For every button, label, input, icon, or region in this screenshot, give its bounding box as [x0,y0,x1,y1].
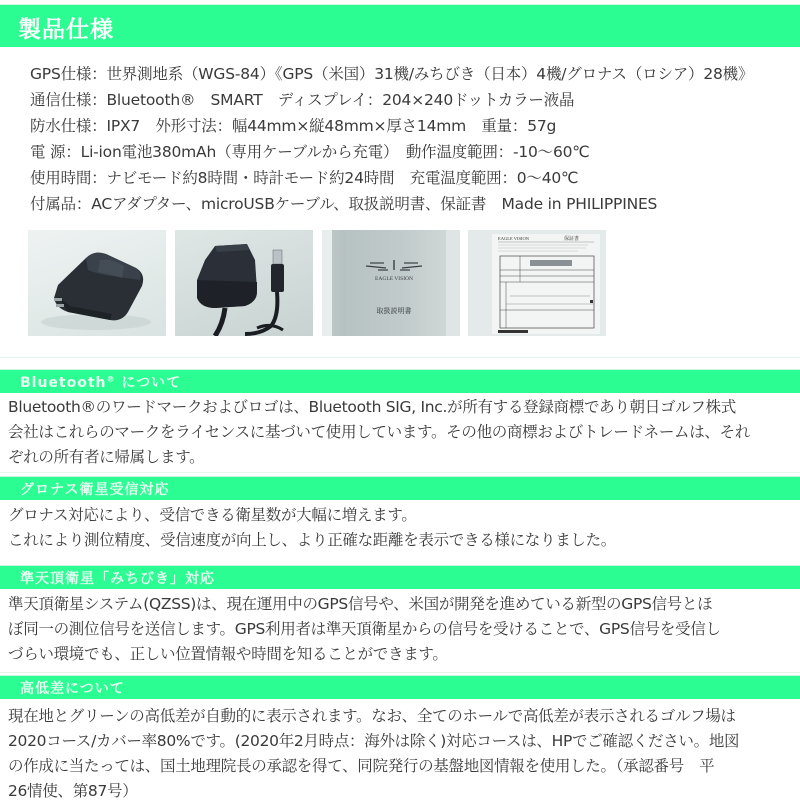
body-line: の作成に当たっては、国土地理院長の承認を得て、同院発行の基盤地図情報を使用した。（承認番号 平 [8,757,715,775]
ac-adapter-photo [28,230,166,336]
svg-text:EAGLE VISION: EAGLE VISION [498,236,530,241]
body-line: ぞれの所有者に帰属します。 [8,448,205,466]
divider [0,472,800,473]
body-line: づらい環境でも、正しい位置情報や時間を知ることができます。 [8,645,448,663]
title-bar [0,4,800,47]
section-header-elevation [0,675,800,699]
section-body-glonass [8,503,798,553]
divider [0,672,800,673]
body-line: グロナス対応により、受信できる衛星数が大幅に増えます。 [8,506,417,524]
section-title: Bluetooth® について [20,374,182,391]
spec-waterproof: 防水仕様：IPX7 外形寸法：幅44mm×縦48mm×厚さ14mm 重量：57g [30,117,557,135]
spec-power: 電 源：Li-ion電池380mAh（専用ケーブルから充電） 動作温度範囲：-10〜60℃ [30,143,590,161]
spec-accessories: 付属品：ACアダプター、microUSBケーブル、取扱説明書、保証書 Made in PHILIPPINES [30,195,658,213]
spec-gps: GPS仕様：世界測地系（WGS-84）《GPS（米国）31機/みちびき（日本）4機/グロナス（ロシア）28機》 [30,65,754,83]
divider [0,357,800,358]
svg-text:取扱説明書: 取扱説明書 [376,307,412,315]
body-line: 会社はこれらのマークをライセンスに基づいて使用しています。その他の商標およびトレードネームは、それ [8,423,751,441]
ac-adapter-icon [28,230,166,336]
body-line: Bluetooth®のワードマークおよびロゴは、Bluetooth SIG, Inc.が所有する登録商標であり朝日ゴルフ株式 [8,398,736,416]
page-title: 製品仕様 [18,17,114,43]
charging-cradle-photo [175,230,313,336]
body-line: これにより測位精度、受信速度が向上し、より正確な距離を表示できる様になりました。 [8,531,617,549]
svg-text:EAGLE VISION: EAGLE VISION [375,276,413,282]
body-line: 26情使、第87号） [8,782,138,800]
body-line: 準天頂衛星システム(QZSS)は、現在運用中のGPS信号や、米国が開発を進めている新型のGPS信号とほ [8,595,713,613]
body-line: 現在地とグリーンの高低差が自動的に表示されます。なお、全てのホールで高低差が表示されるゴルフ場は [8,707,736,725]
spec-usage-time: 使用時間：ナビモード約8時間・時計モード約24時間 充電温度範囲：0〜40℃ [30,169,579,187]
section-body-michibiki [8,592,798,667]
svg-text:保証書: 保証書 [564,236,580,242]
section-title: グロナス衛星受信対応 [20,482,170,498]
instruction-manual-photo [322,230,460,336]
section-title: 準天頂衛星「みちびき」対応 [20,571,215,587]
section-header-bluetooth [0,369,800,393]
spec-list [30,62,800,218]
usb-cable-icon [175,230,313,336]
spec-communication: 通信仕様：Bluetooth® SMART ディスプレイ：204×240ドットカラー液晶 [30,91,575,109]
section-body-elevation [8,704,798,804]
warranty-form-icon [468,230,606,336]
section-header-glonass [0,476,800,500]
section-header-michibiki [0,565,800,589]
body-line: 2020コース/カバー率80%です。(2020年2月時点：海外は除く)対応コースは、HPでご確認ください。地図 [8,732,740,750]
warranty-card-photo [468,230,606,336]
section-title: 高低差について [20,681,125,697]
body-line: ぼ同一の測位信号を送信します。GPS利用者は準天頂衛星からの信号を受けることで、GPS信号を受信し [8,620,721,638]
section-body-bluetooth [8,395,798,470]
eagle-vision-logo-icon [322,230,460,336]
